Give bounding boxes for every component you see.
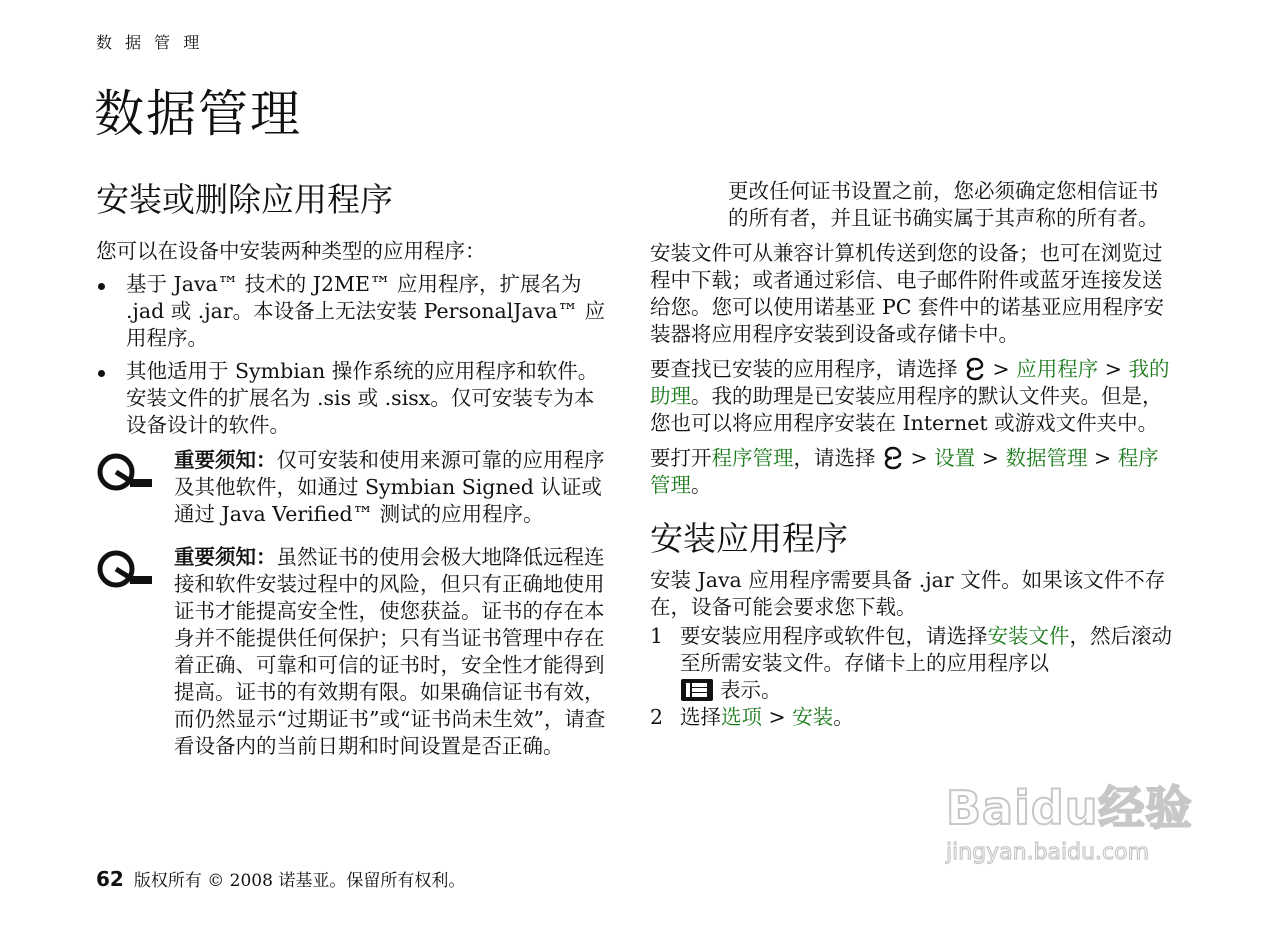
important-note bbox=[96, 544, 614, 760]
menu-link-install-files: 安装文件 bbox=[987, 624, 1070, 648]
menu-link-options: 选项 bbox=[721, 705, 762, 729]
page-title: 数据管理 bbox=[94, 85, 302, 143]
important-note bbox=[96, 447, 614, 528]
menu-link-install: 安装 bbox=[792, 705, 834, 729]
footer bbox=[96, 866, 465, 891]
section-title-install-remove: 安装或删除应用程序 bbox=[96, 180, 393, 219]
menu-link-app-manager: 程序管理 bbox=[711, 446, 794, 470]
bullet-list bbox=[96, 271, 614, 439]
note-label: 重要须知： bbox=[174, 545, 277, 569]
menu-link-app-manager-2: 程序管理 bbox=[650, 446, 1159, 497]
menu-link-data-management: 数据管理 bbox=[1005, 446, 1088, 470]
warning-icon bbox=[96, 452, 154, 492]
bullet-dot-icon bbox=[98, 283, 105, 290]
paragraph-open-manager: 要打开程序管理，请选择 > 设置 > 数据管理 > 程序管理。 bbox=[650, 446, 1159, 497]
note-text: 仅可安装和使用来源可靠的应用程序及其他软件，如通过 Symbian Signed 认证或通过 Java Verified™ 测试的应用程序。 bbox=[174, 448, 605, 526]
list-item: 2 选择选项 > 安装。 bbox=[650, 705, 854, 729]
memory-card-icon bbox=[680, 678, 714, 702]
menu-link-my-own: 我的助理 bbox=[650, 357, 1170, 408]
list-item: 1 要安装应用程序或软件包，请选择安装文件，然后滚动至所需安装文件。存储卡上的应用程序以 表示。 bbox=[650, 624, 1172, 702]
install-intro: 安装 Java 应用程序需要具备 .jar 文件。如果该文件不存在，设备可能会要求您下载。 bbox=[650, 568, 1166, 619]
section-title-install-apps: 安装应用程序 bbox=[650, 519, 848, 558]
menu-key-icon bbox=[966, 357, 984, 381]
steps-list bbox=[650, 623, 1175, 731]
menu-key-icon bbox=[884, 446, 902, 470]
warning-icon bbox=[96, 549, 154, 589]
running-header: 数 据 管 理 bbox=[96, 33, 204, 52]
bullet-dot-icon bbox=[98, 370, 105, 377]
menu-link-settings: 设置 bbox=[934, 446, 976, 470]
list-item: 其他适用于 Symbian 操作系统的应用程序和软件。安装文件的扩展名为 .sis 或 .sisx。仅可安装专为本设备设计的软件。 bbox=[96, 358, 614, 439]
right-column bbox=[650, 178, 1175, 731]
intro-text: 您可以在设备中安装两种类型的应用程序： bbox=[96, 239, 486, 263]
watermark-url: jingyan.baidu.com bbox=[946, 840, 1150, 865]
note-text: 虽然证书的使用会极大地降低远程连接和软件安装过程中的风险，但只有正确地使用证书才能提高安全性，使您获益。证书的存在本身并不能提供任何保护；只有当证书管理中存在着正确、可靠和可信的证书时，安全性才能得到提高。证书的有效期有限。如果确信证书有效，而仍然显示“过期证书”或“证书尚未生效”，请查看设备内的当前日期和时间设置是否正确。 bbox=[174, 545, 606, 758]
menu-link-applications: 应用程序 bbox=[1016, 357, 1099, 381]
paragraph-transfer: 安装文件可从兼容计算机传送到您的设备；也可在浏览过程中下载；或者通过彩信、电子邮件附件或蓝牙连接发送给您。您可以使用诺基亚 PC 套件中的诺基亚应用程序安装器将应用程序安装到设备或存储卡中。 bbox=[650, 241, 1165, 346]
paragraph-find-apps: 要查找已安装的应用程序，请选择 > 应用程序 > 我的助理。我的助理是已安装应用程序的默认文件夹。但是，您也可以将应用程序安装在 Internet 或游戏文件夹中。 bbox=[650, 357, 1170, 435]
note-continuation: 更改任何证书设置之前，您必须确定您相信证书的所有者，并且证书确实属于其声称的所有者。 bbox=[728, 179, 1159, 230]
note-label: 重要须知： bbox=[174, 448, 277, 472]
watermark-logo: Baidu经验 bbox=[946, 781, 1193, 835]
copyright-text: 版权所有 © 2008 诺基亚。保留所有权利。 bbox=[133, 871, 466, 891]
list-item: 基于 Java™ 技术的 J2ME™ 应用程序，扩展名为 .jad 或 .jar。本设备上无法安装 PersonalJava™ 应用程序。 bbox=[96, 271, 614, 352]
left-column bbox=[96, 178, 614, 760]
watermark bbox=[946, 772, 1216, 872]
page-number: 62 bbox=[96, 867, 124, 891]
